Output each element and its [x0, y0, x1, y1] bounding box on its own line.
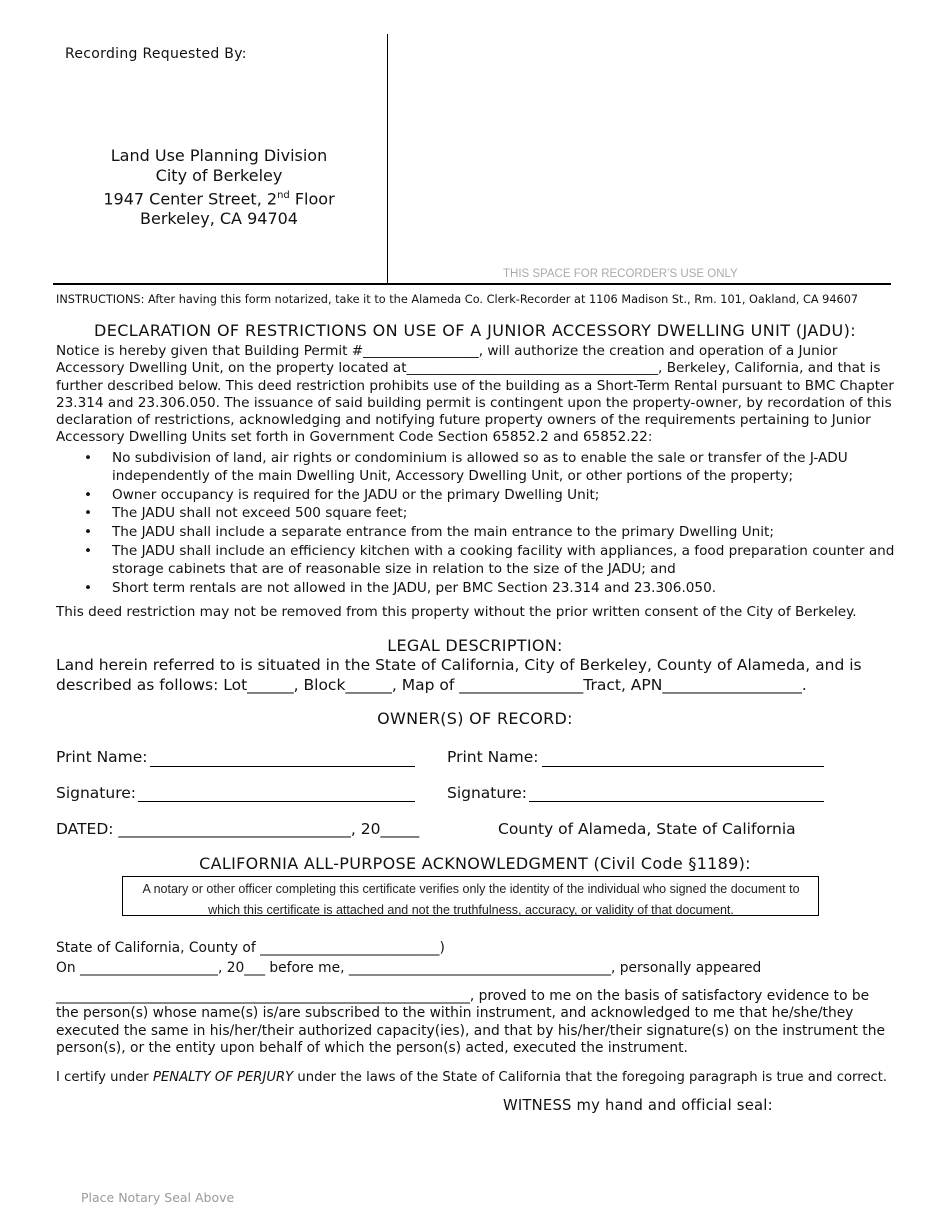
- address-line-4: Berkeley, CA 94704: [140, 209, 298, 229]
- print-name-label-1: Print Name:: [56, 748, 148, 766]
- address-line-2: City of Berkeley: [155, 166, 283, 185]
- legal-description-text: Land herein referred to is situated in the State of California, City of Berkeley, County of Alameda, and is described as follows: Lot______, Block______, Map of ________________Tract, APN__________________.: [56, 656, 862, 694]
- print-name-line-1[interactable]: [150, 766, 415, 767]
- acknowledgment-title: CALIFORNIA ALL-PURPOSE ACKNOWLEDGMENT (Civil Code §1189):: [199, 854, 751, 873]
- signature-line-1[interactable]: [138, 801, 415, 802]
- return-address: [60, 146, 378, 229]
- deed-restriction-note: This deed restriction may not be removed from this property without the prior written consent of the City of Berkeley.: [56, 604, 857, 620]
- print-name-line-2[interactable]: [542, 766, 824, 767]
- recording-requested-by: Recording Requested By:: [65, 46, 247, 62]
- header-divider-horizontal: [53, 283, 891, 285]
- state-county-line: State of California, County of __________________________): [56, 940, 445, 956]
- signature-label-1: Signature:: [56, 784, 136, 802]
- appearance-line: On ____________________, 20___ before me, ______________________________________, personally appeared: [56, 960, 762, 976]
- restriction-item: • Owner occupancy is required for the JADU or the primary Dwelling Unit;: [84, 486, 600, 503]
- legal-description-title: LEGAL DESCRIPTION:: [387, 636, 563, 655]
- proved-paragraph: ____________________________________________________________, proved to me on the basis of satisfactory evidence to be the person(s) whose name(s) is/are subscribed to the within instrument, and acknowledged to me that he/she/they executed the same in his/her/their authorized capacity(ies), and that by his/her/their signature(s) on the instrument the person(s), or the entity upon behalf of which the person(s) acted, executed the instrument.: [56, 988, 885, 1056]
- restriction-item: • No subdivision of land, air rights or condominium is allowed so as to enable the sale or transfer of the J-ADU independently of the main Dwelling Unit, Accessory Dwelling Unit, or other portions of the property;: [84, 450, 848, 484]
- signature-label-2: Signature:: [447, 784, 527, 802]
- notary-seal-placeholder: Place Notary Seal Above: [81, 1190, 235, 1205]
- notice-paragraph: Notice is hereby given that Building Permit #_________________, will authorize the creation and operation of a Junior Accessory Dwelling Unit, on the property located at_____________________________________, Berkeley, California, and that is further described below. This deed restriction prohibits use of the building as a Short-Term Rental pursuant to BMC Chapter 23.314 and 23.306.050. The issuance of said building permit is contingent upon the property-owner, by recordation of this declaration of restrictions, acknowledging and notifying future property owners of the requirements pertaining to Junior Accessory Dwelling Units set forth in Government Code Section 65852.2 and 65852.22:: [56, 343, 894, 446]
- restriction-item: • Short term rentals are not allowed in the JADU, per BMC Section 23.314 and 23.306.050.: [84, 579, 717, 596]
- print-name-label-2: Print Name:: [447, 748, 539, 766]
- restriction-item: • The JADU shall include an efficiency kitchen with a cooking facility with appliances, a food preparation counter and storage cabinets that are of reasonable size in relation to the size of the JADU; and: [84, 542, 895, 577]
- restriction-item: • The JADU shall include a separate entrance from the main entrance to the primary Dwelling Unit;: [84, 524, 774, 541]
- address-line-3: 1947 Center Street, 2nd Floor: [103, 189, 335, 209]
- restriction-item: • The JADU shall not exceed 500 square feet;: [84, 505, 408, 522]
- declaration-title: DECLARATION OF RESTRICTIONS ON USE OF A JUNIOR ACCESSORY DWELLING UNIT (JADU):: [94, 321, 856, 340]
- signature-line-2[interactable]: [529, 801, 824, 802]
- county-state: County of Alameda, State of California: [498, 820, 796, 838]
- dated-line: DATED: ______________________________, 20_____: [56, 820, 420, 838]
- header-divider-vertical: [387, 34, 388, 284]
- perjury-certification: I certify under PENALTY OF PERJURY under the laws of the State of California that the foregoing paragraph is true and correct.: [56, 1070, 888, 1085]
- recorder-use-note: THIS SPACE FOR RECORDER’S USE ONLY: [503, 268, 738, 280]
- address-line-1: Land Use Planning Division: [110, 146, 328, 165]
- witness-line: WITNESS my hand and official seal:: [503, 1097, 773, 1114]
- notary-disclaimer-text: A notary or other officer completing this certificate verifies only the identity of the individual who signed the document to which this certificate is attached and not the truthfulness, accuracy, or validity of that document.: [142, 882, 800, 917]
- instructions: INSTRUCTIONS: After having this form notarized, take it to the Alameda Co. Clerk-Recorder at 1106 Madison St., Rm. 101, Oakland, CA 94607: [56, 293, 859, 306]
- owners-title: OWNER(S) OF RECORD:: [377, 709, 573, 728]
- restrictions-list: [56, 450, 896, 598]
